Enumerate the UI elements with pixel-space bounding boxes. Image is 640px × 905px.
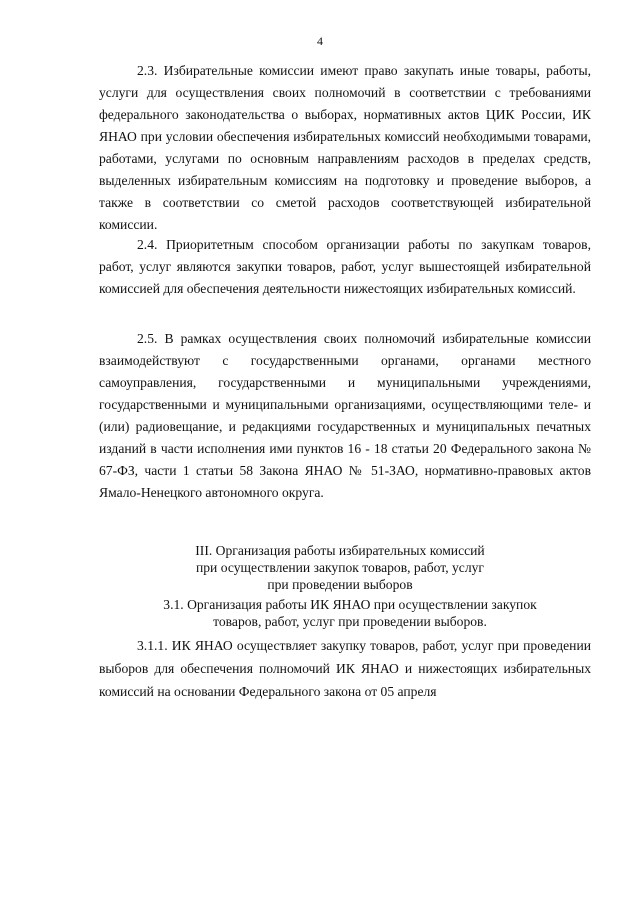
section-heading-line: III. Организация работы избирательных комиссий [195, 543, 485, 558]
section-heading-line: при проведении выборов [267, 577, 413, 592]
page-number: 4 [317, 34, 323, 48]
paragraph-2-4: 2.4. Приоритетным способом организации работы по закупкам товаров, работ, услуг являются закупки товаров, работ, услуг вышестоящей избирательной комиссией для обеспечения деятельности нижестоящих избирательных комиссий. [99, 237, 591, 296]
paragraph-3-1-1: 3.1.1. ИК ЯНАО осуществляет закупку товаров, работ, услуг при проведении выборов для обеспечения полномочий ИК ЯНАО и нижестоящих избирательных комиссий на основании Федерального закона от 05 апреля [99, 638, 591, 699]
paragraph-2-5: 2.5. В рамках осуществления своих полномочий избирательные комиссии взаимодействуют с государственными органами, органами местного самоуправления, государственными и муниципальными учреждениями, государственными и муниципальными организациями, осуществляющими теле- и (или) радиовещание, и редакциями государственных и муниципальных печатных изданий в части исполнения ими пунктов 16 - 18 статьи 20 Федерального закона № 67-ФЗ, части 1 статьи 58 Закона ЯНАО № 51-ЗАО, нормативно-правовых актов Ямало-Ненецкого автономного округа. [99, 331, 591, 500]
sub-heading-line: 3.1. Организация работы ИК ЯНАО при осуществлении закупок [163, 597, 537, 612]
paragraph-2-3: 2.3. Избирательные комиссии имеют право закупать иные товары, работы, услуги для осуществления своих полномочий в соответствии с требованиями федерального законодательства о выборах, нормативных актов ЦИК России, ИК ЯНАО при условии обеспечения избирательных комиссий необходимыми товарами, работами, услугами по основным направлениям расходов в пределах средств, выделенных избирательным комиссиям на подготовку и проведение выборов, а также в соответствии со сметой расходов соответствующей избирательной комиссии. [99, 63, 591, 232]
sub-heading-line: товаров, работ, услуг при проведении выборов. [213, 614, 487, 629]
section-heading [150, 542, 530, 593]
sub-heading [140, 596, 560, 630]
section-heading-line: при осуществлении закупок товаров, работ, услуг [195, 560, 485, 575]
